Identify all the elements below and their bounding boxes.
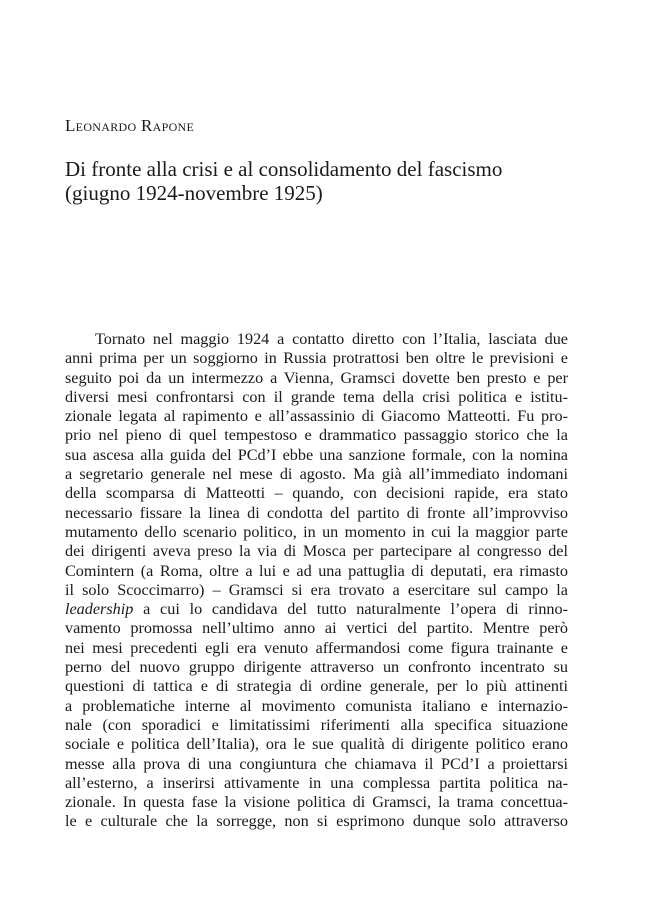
body-line: all’esterno, a inserirsi attivamente in una complessa partita politica na- — [65, 773, 568, 792]
body-line: mutamento dello scenario politico, in un momento in cui la maggior parte — [65, 522, 568, 541]
body-line: perno del nuovo gruppo dirigente attraverso un confronto incentrato su — [65, 658, 568, 677]
chapter-title — [65, 157, 502, 205]
body-line: nei mesi precedenti egli era venuto affermandosi come figura trainante e — [65, 638, 568, 657]
body-line: prio nel pieno di quel tempestoso e drammatico passaggio storico che la — [65, 426, 568, 445]
body-line: necessario fissare la linea di condotta del partito di fronte all’improvviso — [65, 503, 568, 522]
chapter-title-line-2: (giugno 1924-novembre 1925) — [65, 181, 323, 205]
body-line: seguito poi da un intermezzo a Vienna, Gramsci dovette ben presto e per — [65, 368, 568, 387]
body-line: diversi mesi confrontarsi con il grande tema della crisi politica e istitu- — [65, 387, 568, 406]
body-line: a segretario generale nel mese di agosto. Ma già all’immediato indomani — [65, 465, 568, 484]
body-line: questioni di tattica e di strategia di ordine generale, per lo più attinenti — [65, 677, 568, 696]
body-text — [65, 330, 568, 832]
body-line: Tornato nel maggio 1924 a contatto diretto con l’Italia, lasciata due — [95, 330, 568, 348]
body-line: Comintern (a Roma, oltre a lui e ad una pattuglia di deputati, era rimasto — [65, 561, 568, 580]
body-line — [65, 600, 568, 619]
body-line: sua ascesa alla guida del PCd’I ebbe una sanzione formale, con la nomina — [65, 445, 568, 464]
body-line: messe alla prova di una congiuntura che chiamava il PCd’I a proiettarsi — [65, 754, 568, 773]
body-line: il solo Scoccimarro) – Gramsci si era trovato a esercitare sul campo la — [65, 580, 568, 599]
body-line: vamento promossa nell’ultimo anno ai vertici del partito. Mentre però — [65, 619, 568, 638]
leadership-italic-word: leadership — [65, 600, 134, 619]
body-line: a problematiche interne al movimento comunista italiano e internazio- — [65, 696, 568, 715]
chapter-title-line-1: Di fronte alla crisi e al consolidamento del fascismo — [65, 157, 503, 181]
body-line: sociale e politica dell’Italia), ora le sue qualità di dirigente politico erano — [65, 735, 568, 754]
body-line: nale (con sporadici e limitatissimi riferimenti alla specifica situazione — [65, 715, 568, 734]
body-line: zionale legata al rapimento e all’assassinio di Giacomo Matteotti. Fu pro- — [65, 407, 568, 426]
body-line: le e culturale che la sorregge, non si esprimono dunque solo attraverso — [65, 812, 568, 831]
body-line: anni prima per un soggiorno in Russia protrattosi ben oltre le previsioni e — [65, 349, 568, 368]
leadership-line-rest: a cui lo candidava del tutto naturalmente l’opera di rinno- — [133, 600, 568, 619]
body-line: della scomparsa di Matteotti – quando, con decisioni rapide, era stato — [65, 484, 568, 503]
body-line: dei dirigenti aveva preso la via di Mosca per partecipare al congresso del — [65, 542, 568, 561]
author-name: Leonardo Rapone — [65, 116, 195, 135]
body-line: zionale. In questa fase la visione politica di Gramsci, la trama concettua- — [65, 793, 568, 812]
